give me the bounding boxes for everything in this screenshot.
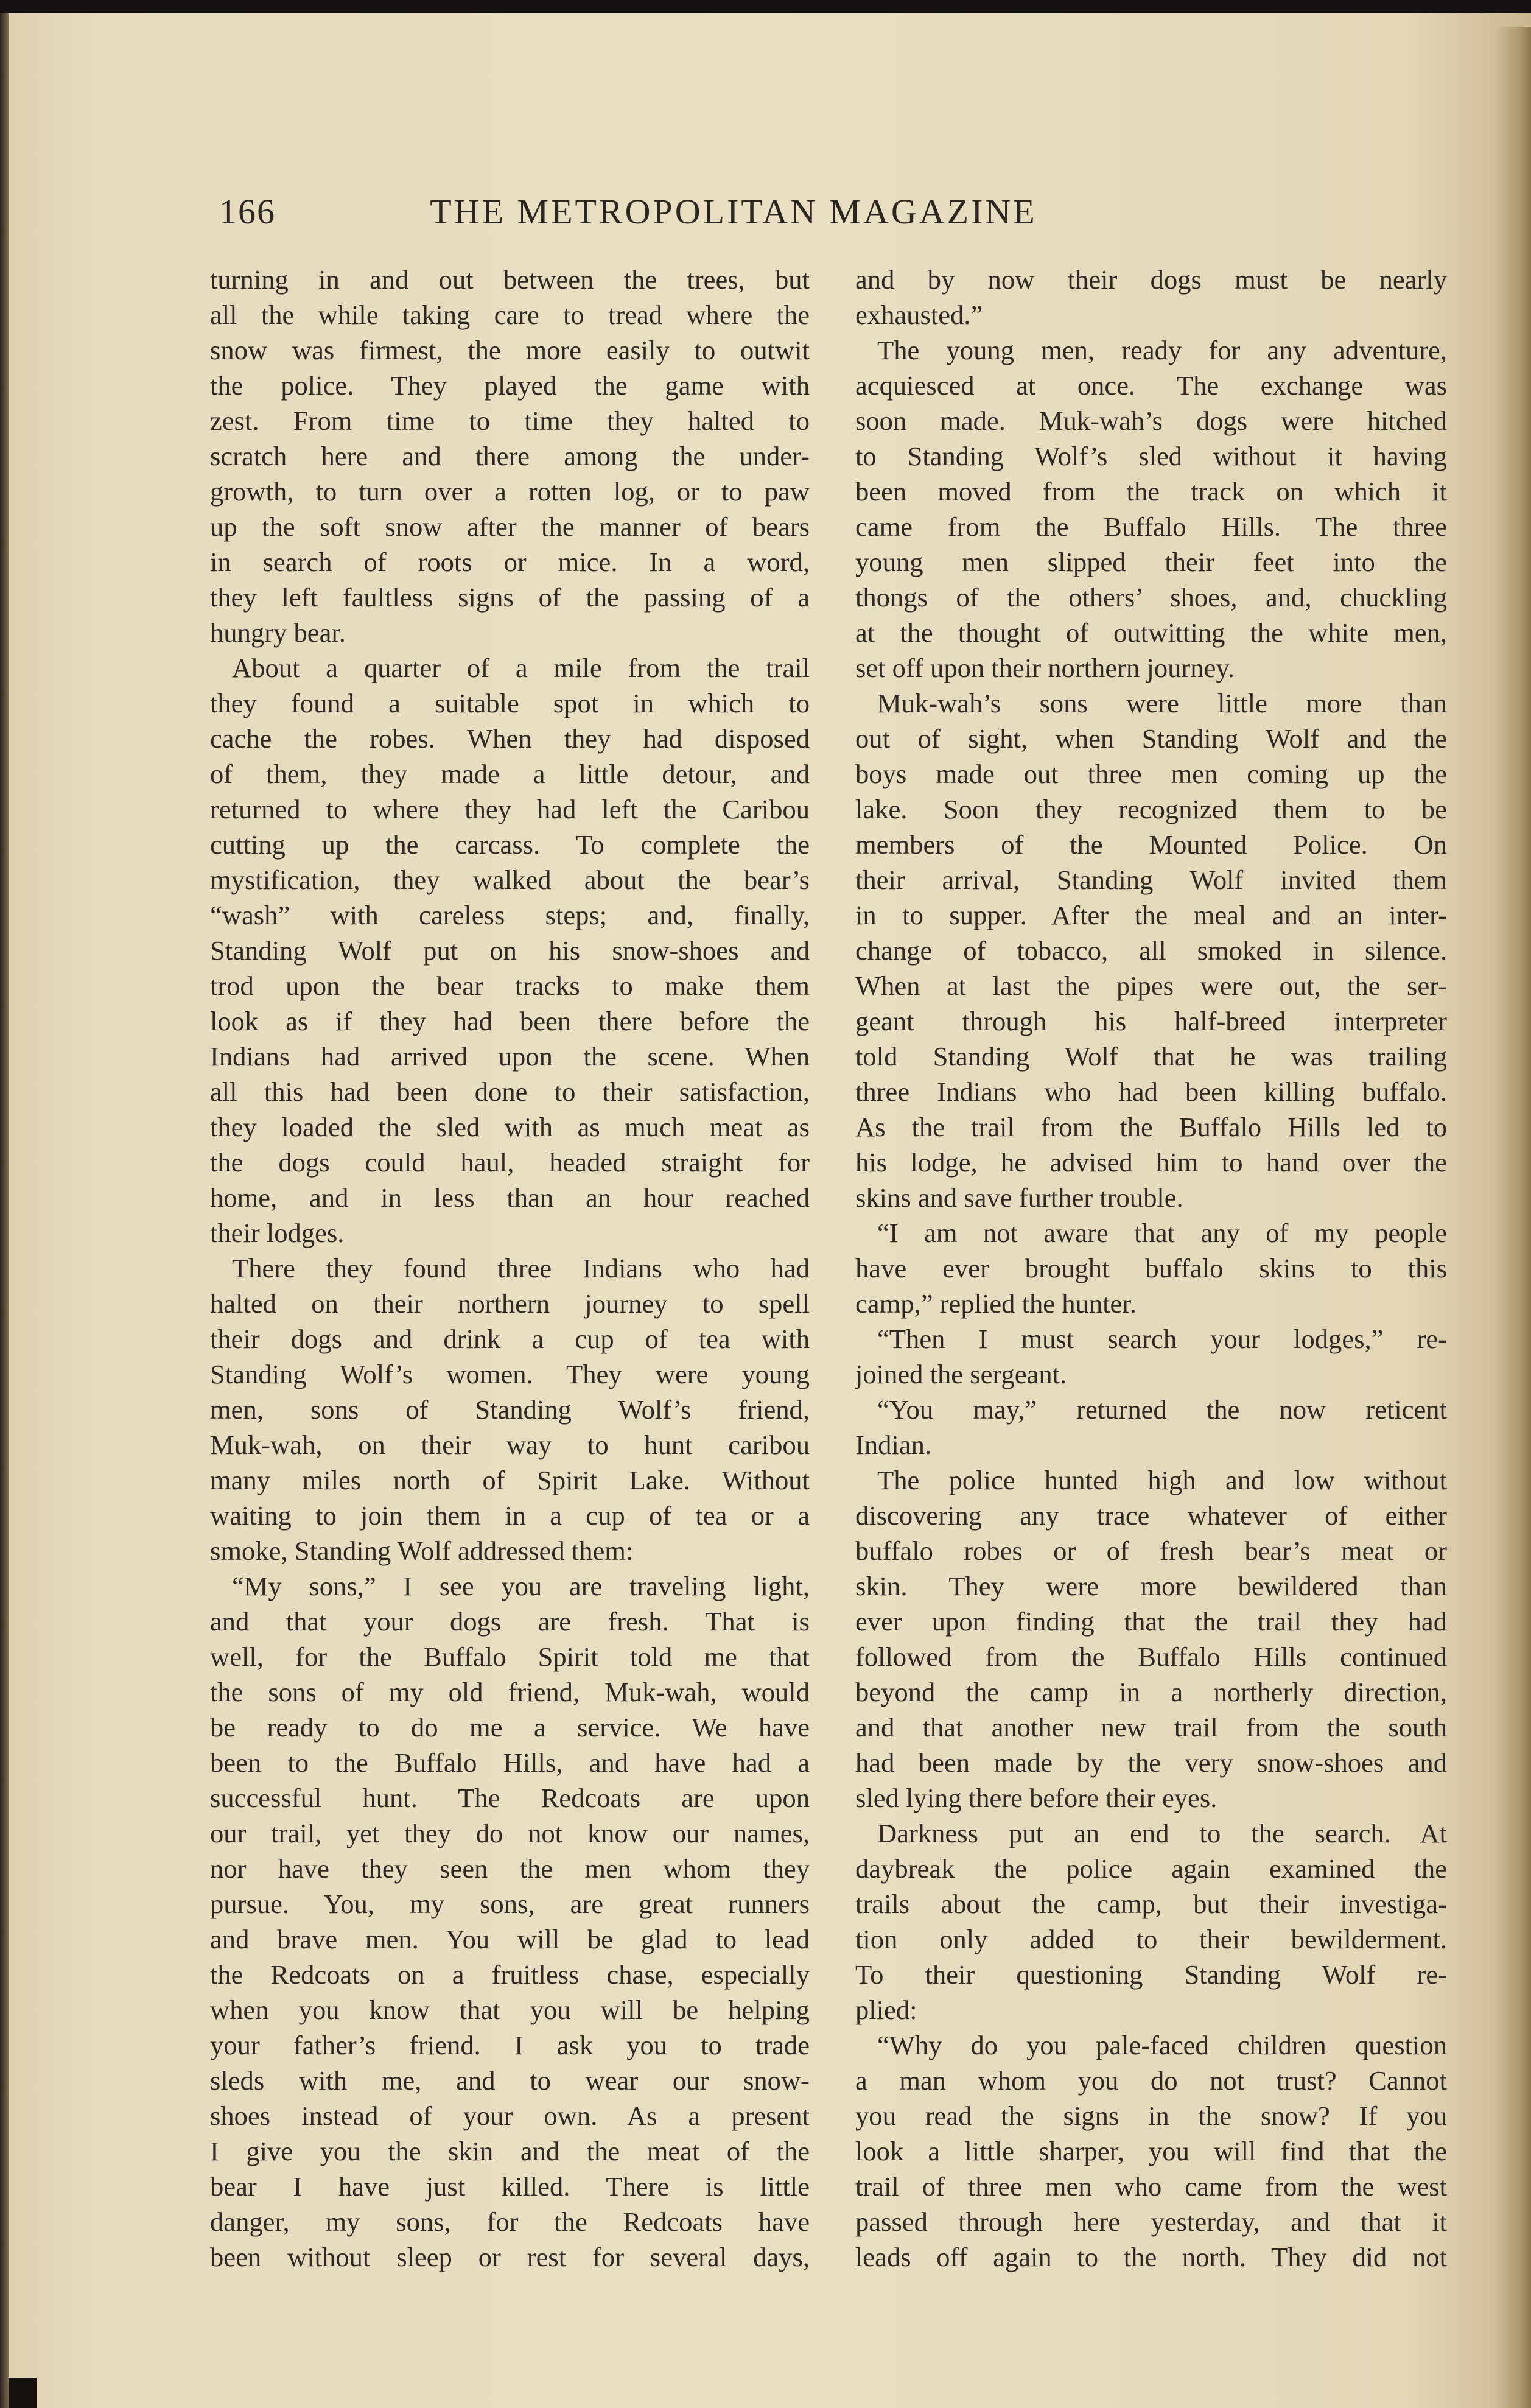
scan-top-edge [0,0,1531,13]
text-line: a man whom you do not trust? Cannot [855,2065,1447,2096]
text-line: their dogs and drink a cup of tea with [210,1324,810,1354]
text-line: danger, my sons, for the Redcoats have [210,2206,810,2237]
running-title: THE METROPOLITAN MAGAZINE [430,192,1037,231]
page-number: 166 [219,192,276,231]
text-line: the Redcoats on a fruitless chase, especially [210,1959,810,1990]
text-line: “Then I must search your lodges,” re- [877,1324,1447,1354]
text-line: turning in and out between the trees, but [210,264,810,295]
text-line: plied: [855,1995,917,2025]
text-line: at the thought of outwitting the white men, [855,617,1447,648]
text-line: successful hunt. The Redcoats are upon [210,1783,810,1813]
text-line: mystification, they walked about the bear’s [210,865,810,895]
text-line: to Standing Wolf’s sled without it having [855,441,1447,471]
text-line: followed from the Buffalo Hills continued [855,1641,1447,1672]
text-line: be ready to do me a service. We have [210,1712,810,1743]
text-line: tion only added to their bewilderment. [855,1924,1447,1954]
text-line: Indians had arrived upon the scene. When [210,1041,810,1072]
text-line: and brave men. You will be glad to lead [210,1924,810,1954]
text-line: in search of roots or mice. In a word, [210,547,810,577]
text-line: when you know that you will be helping [210,1995,810,2025]
text-line: About a quarter of a mile from the trail [232,653,810,683]
text-line: all this had been done to their satisfaction, [210,1076,810,1107]
text-line: been without sleep or rest for several days, [210,2242,810,2272]
text-line: skins and save further trouble. [855,1182,1183,1213]
left-text-column [210,262,810,2275]
text-line: hungry bear. [210,617,346,648]
text-line: look a little sharper, you will find that the [855,2136,1447,2166]
text-line: the dogs could haul, headed straight for [210,1147,810,1178]
text-line: “My sons,” I see you are traveling light, [232,1571,810,1601]
text-line: been moved from the track on which it [855,476,1447,507]
text-line: set off upon their northern journey. [855,653,1235,683]
text-line: of them, they made a little detour, and [210,759,810,789]
text-line: up the soft snow after the manner of bears [210,511,810,542]
text-line: “wash” with careless steps; and, finally, [210,900,810,930]
text-line: young men slipped their feet into the [855,547,1447,577]
text-line: change of tobacco, all smoked in silence. [855,935,1447,966]
text-line: Standing Wolf’s women. They were young [210,1359,810,1389]
magazine-page [0,13,1531,2408]
text-line: came from the Buffalo Hills. The three [855,511,1447,542]
text-line: well, for the Buffalo Spirit told me that [210,1641,810,1672]
text-line: home, and in less than an hour reached [210,1182,810,1213]
text-line: had been made by the very snow-shoes and [855,1747,1447,1778]
text-line: leads off again to the north. They did not [855,2242,1447,2272]
text-line: Darkness put an end to the search. At [877,1818,1447,1848]
text-line: acquiesced at once. The exchange was [855,370,1447,401]
text-line: The police hunted high and low without [877,1465,1447,1495]
text-line: the sons of my old friend, Muk-wah, would [210,1677,810,1707]
text-line: their lodges. [210,1218,345,1248]
text-line: waiting to join them in a cup of tea or a [210,1500,810,1531]
text-line: told Standing Wolf that he was trailing [855,1041,1447,1072]
text-line: our trail, yet they do not know our names, [210,1818,810,1848]
text-line: discovering any trace whatever of either [855,1500,1447,1531]
page-header [219,191,1181,240]
text-line: and by now their dogs must be nearly [855,264,1447,295]
text-line: skin. They were more bewildered than [855,1571,1447,1601]
text-line: trod upon the bear tracks to make them [210,971,810,1001]
text-line: look as if they had been there before the [210,1006,810,1036]
right-text-column [855,262,1447,2275]
text-line: and that another new trail from the south [855,1712,1447,1743]
text-line: Standing Wolf put on his snow-shoes and [210,935,810,966]
text-line: boys made out three men coming up the [855,759,1447,789]
text-line: you read the signs in the snow? If you [855,2101,1447,2131]
text-line: thongs of the others’ shoes, and, chuckling [855,582,1447,613]
text-line: his lodge, he advised him to hand over the [855,1147,1447,1178]
text-line: have ever brought buffalo skins to this [855,1253,1447,1283]
text-line: bear I have just killed. There is little [210,2171,810,2202]
text-line: As the trail from the Buffalo Hills led to [855,1112,1447,1142]
text-line: your father’s friend. I ask you to trade [210,2030,810,2060]
text-line: the police. They played the game with [210,370,810,401]
text-line: nor have they seen the men whom they [210,1853,810,1884]
text-line: growth, to turn over a rotten log, or to paw [210,476,810,507]
text-line: snow was firmest, the more easily to outwit [210,335,810,365]
text-line: beyond the camp in a northerly direction, [855,1677,1447,1707]
text-line: many miles north of Spirit Lake. Without [210,1465,810,1495]
text-line: cache the robes. When they had disposed [210,723,810,754]
text-line: exhausted.” [855,300,983,330]
text-line: all the while taking care to tread where the [210,300,810,330]
page-curl-shadow [1494,27,1531,2408]
text-line: returned to where they had left the Caribou [210,794,810,824]
text-line: they left faultless signs of the passing of a [210,582,810,613]
text-line: men, sons of Standing Wolf’s friend, [210,1394,810,1425]
text-line: sled lying there before their eyes. [855,1783,1217,1813]
text-line: members of the Mounted Police. On [855,829,1447,860]
text-line: passed through here yesterday, and that it [855,2206,1447,2237]
text-line: and that your dogs are fresh. That is [210,1606,810,1637]
text-line: I give you the skin and the meat of the [210,2136,810,2166]
text-line: pursue. You, my sons, are great runners [210,1889,810,1919]
text-line: trails about the camp, but their investiga- [855,1889,1447,1919]
text-line: The young men, ready for any adventure, [877,335,1447,365]
text-line: cutting up the carcass. To complete the [210,829,810,860]
text-line: they found a suitable spot in which to [210,688,810,718]
text-line: trail of three men who came from the west [855,2171,1447,2202]
text-line: ever upon finding that the trail they had [855,1606,1447,1637]
text-line: Muk-wah, on their way to hunt caribou [210,1430,810,1460]
text-line: soon made. Muk-wah’s dogs were hitched [855,405,1447,436]
text-line: “I am not aware that any of my people [877,1218,1447,1248]
text-line: smoke, Standing Wolf addressed them: [210,1536,634,1566]
text-line: zest. From time to time they halted to [210,405,810,436]
text-line: three Indians who had been killing buffalo. [855,1076,1447,1107]
text-line: sleds with me, and to wear our snow- [210,2065,810,2096]
text-line: they loaded the sled with as much meat as [210,1112,810,1142]
text-line: Indian. [855,1430,932,1460]
text-line: out of sight, when Standing Wolf and the [855,723,1447,754]
text-line: halted on their northern journey to spell [210,1288,810,1319]
scan-left-edge [0,13,9,2408]
text-line: scratch here and there among the under- [210,441,810,471]
text-line: daybreak the police again examined the [855,1853,1447,1884]
text-line: When at last the pipes were out, the ser- [855,971,1447,1001]
text-line: in to supper. After the meal and an inter- [855,900,1447,930]
text-line: Muk-wah’s sons were little more than [877,688,1447,718]
text-line: shoes instead of your own. As a present [210,2101,810,2131]
text-line: There they found three Indians who had [232,1253,810,1283]
text-line: lake. Soon they recognized them to be [855,794,1447,824]
text-line: “Why do you pale-faced children question [877,2030,1447,2060]
text-line: camp,” replied the hunter. [855,1288,1137,1319]
text-line: “You may,” returned the now reticent [877,1394,1447,1425]
text-line: geant through his half-breed interpreter [855,1006,1447,1036]
text-line: joined the sergeant. [855,1359,1067,1389]
text-line: To their questioning Standing Wolf re- [855,1959,1447,1990]
text-line: been to the Buffalo Hills, and have had a [210,1747,810,1778]
text-line: their arrival, Standing Wolf invited them [855,865,1447,895]
text-line: buffalo robes or of fresh bear’s meat or [855,1536,1447,1566]
